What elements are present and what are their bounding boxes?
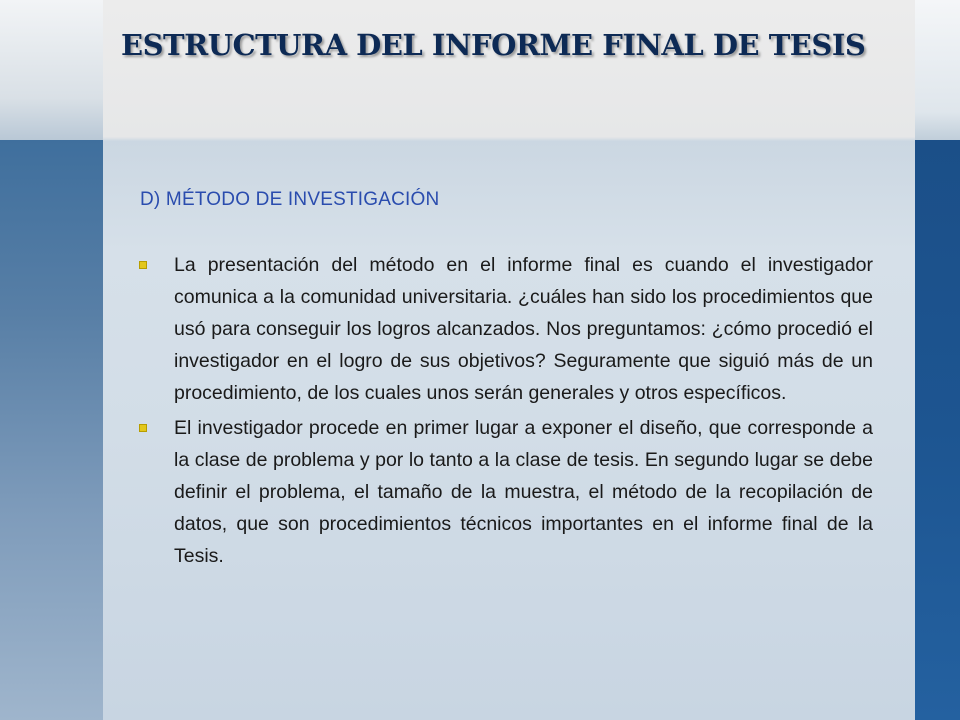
background-top-left xyxy=(0,0,103,140)
section-heading: D) MÉTODO DE INVESTIGACIÓN xyxy=(140,189,440,210)
bullet-square-icon xyxy=(139,424,147,432)
bullet-item xyxy=(139,249,873,409)
bullet-list xyxy=(139,249,873,575)
background-left-panel xyxy=(0,140,103,720)
bullet-square-icon xyxy=(139,261,147,269)
bullet-text: El investigador procede en primer lugar a exponer el diseño, que corresponde a la clase de problema y por lo tanto a la clase de tesis. En segundo lugar se debe definir el problema, el tamaño de la muestra, el método de la recopilación de datos, que son procedimientos técnicos importantes en el informe final de la Tesis. xyxy=(174,417,873,567)
slide-title: ESTRUCTURA DEL INFORME FINAL DE TESIS xyxy=(121,28,866,62)
background-right-bar xyxy=(915,140,960,720)
background-top-right xyxy=(915,0,960,140)
bullet-text: La presentación del método en el informe final es cuando el investigador comunica a la comunidad universitaria. ¿cuáles han sido los procedimientos que usó para conseguir los logros alcanzados. Nos preguntamos: ¿cómo procedió el investigador en el logro de sus objetivos? Seguramente que siguió más de un procedimiento, de los cuales unos serán generales y otros específicos. xyxy=(174,254,873,404)
bullet-item xyxy=(139,412,873,572)
